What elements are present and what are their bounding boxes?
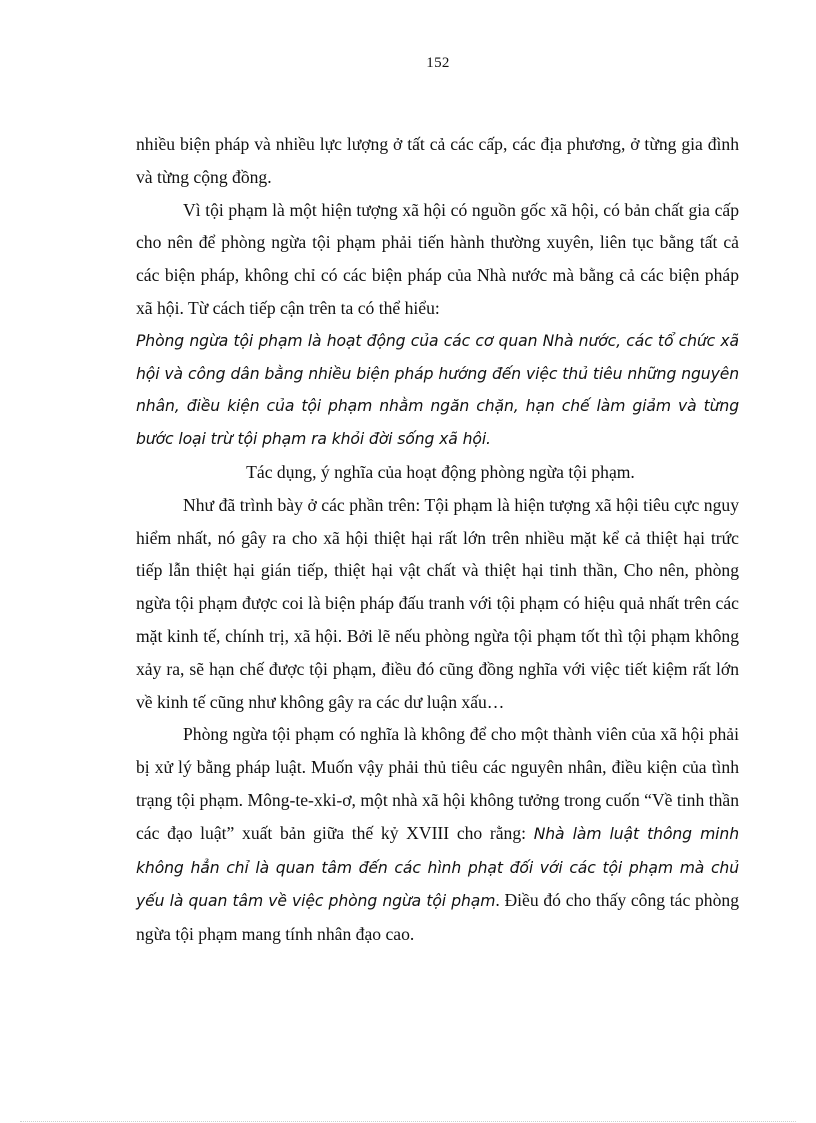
- quote-italic: Nhà làm luật thông minh không hẳn chỉ là quan tâm đến các hình phạt đối với các tội phạm mà chủ yếu là quan tâm về việc phòng ngừa tội phạm: [136, 824, 739, 911]
- paragraph-5: [136, 718, 739, 951]
- paragraph-4: Như đã trình bày ở các phần trên: Tội phạm là hiện tượng xã hội tiêu cực nguy hiểm nhất, nó gây ra cho xã hội thiệt hại rất lớn trên nhiều mặt kể cả thiệt hại trức tiếp lẫn thiệt hại gián tiếp, thiệt hại vật chất và thiệt hại tinh thần, Cho nên, phòng ngừa tội phạm được coi là biện pháp đấu tranh với tội phạm có hiệu quả nhất trên các mặt kinh tế, chính trị, xã hội. Bởi lẽ nếu phòng ngừa tội phạm tốt thì tội phạm không xảy ra, sẽ hạn chế được tội phạm, điều đó cũng đồng nghĩa với việc tiết kiệm rất lớn về kinh tế cũng như không gây ra các dư luận xấu…: [136, 494, 739, 712]
- paragraph-1: nhiều biện pháp và nhiều lực lượng ở tất cả các cấp, các địa phương, ở từng gia đình và từng cộng đồng.: [136, 134, 739, 187]
- page-bottom-border: [20, 1121, 796, 1122]
- definition-paragraph: Phòng ngừa tội phạm là hoạt động của các cơ quan Nhà nước, các tổ chức xã hội và công dân bằng nhiều biện pháp hướng đến việc thủ tiêu những nguyên nhân, điều kiện của tội phạm nhằm ngăn chặn, hạn chế làm giảm và từng bước loại trừ tội phạm ra khỏi đời sống xã hội.: [136, 331, 739, 449]
- page-number: 152: [426, 55, 450, 71]
- paragraph-5-end: . Điều đó cho thấy công tác phòng ngừa tội phạm mang tính nhân đạo cao.: [136, 890, 739, 945]
- paragraph-2: Vì tội phạm là một hiện tượng xã hội có nguồn gốc xã hội, có bản chất gia cấp cho nên để phòng ngừa tội phạm phải tiến hành thường xuyên, liên tục bằng tất cả các biện pháp, không chỉ có các biện pháp của Nhà nước mà bằng cả các biện pháp xã hội. Từ cách tiếp cận trên ta có thể hiểu:: [136, 199, 739, 318]
- document-body: [136, 128, 739, 951]
- section-heading: Tác dụng, ý nghĩa của hoạt động phòng ngừa tội phạm.: [246, 461, 635, 482]
- paragraph-5-start: Phòng ngừa tội phạm có nghĩa là không để cho một thành viên của xã hội phải bị xử lý bằng pháp luật. Muốn vậy phải thủ tiêu các nguyên nhân, điều kiện của tình trạng tội phạm. Mông-te-xki-ơ, một nhà xã hội không tưởng trong cuốn “Về tinh thần các đạo luật” xuất bản giữa thế kỷ XVIII cho rằng:: [136, 724, 739, 843]
